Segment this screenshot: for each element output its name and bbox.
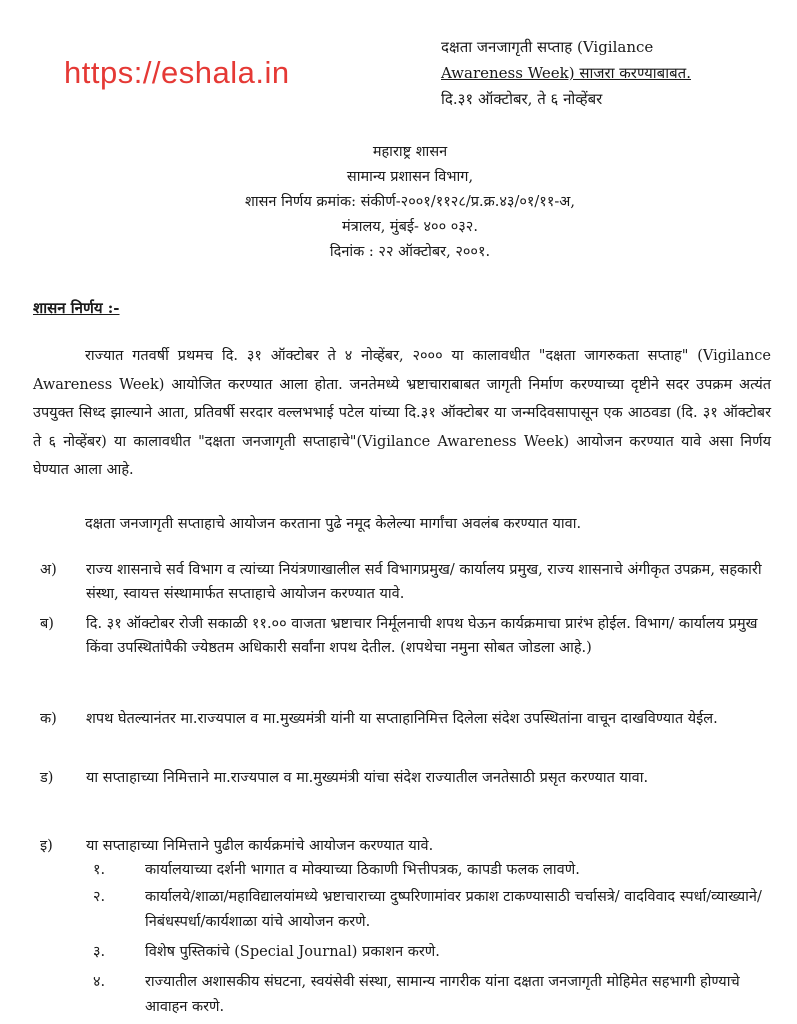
document-header — [150, 140, 670, 265]
sub-list-item — [93, 885, 783, 935]
list-item — [40, 558, 780, 606]
subject-line-2: Awareness Week) साजरा करण्याबाबत. — [441, 64, 691, 82]
office-address: मंत्रालय, मुंबई- ४०० ०३२. — [342, 219, 478, 235]
department-name: सामान्य प्रशासन विभाग, — [346, 169, 474, 185]
watermark-url: https://eshala.in — [64, 55, 290, 90]
sub-list-marker: ३. — [93, 944, 106, 960]
list-item-text: राज्य शासनाचे सर्व विभाग व त्यांच्या नियंत्रणाखालील सर्व विभागप्रमुख/ कार्यालय प्रमुख, राज्य शासनाचे अंगीकृत उपक्रम, सहकारी संस्था, स्वायत्त संस्थामार्फत सप्ताहाचे आयोजन करण्यात यावे. — [86, 562, 762, 602]
list-item — [40, 707, 780, 731]
sub-list-item — [93, 858, 783, 883]
list-marker: इ) — [40, 838, 53, 854]
sub-list-marker: ४. — [93, 974, 106, 990]
list-item — [40, 766, 780, 790]
list-item — [40, 834, 780, 858]
resolution-number: शासन निर्णय क्रमांक: संकीर्ण-२००१/११२८/प्र.क्र.४३/०१/११-अ, — [245, 194, 575, 210]
govt-name: महाराष्ट्र शासन — [372, 144, 448, 160]
sub-list-marker: २. — [93, 889, 106, 905]
sub-list-item-text: विशेष पुस्तिकांचे (Special Journal) प्रकाशन करणे. — [145, 944, 440, 960]
sub-list-item — [93, 940, 783, 965]
subject-block — [441, 34, 781, 112]
list-marker: अ) — [40, 562, 57, 578]
list-item-text: शपथ घेतल्यानंतर मा.राज्यपाल व मा.मुख्यमंत्री यांनी या सप्ताहानिमित्त दिलेला संदेश उपस्थितांना वाचून दाखविण्यात येईल. — [86, 711, 718, 727]
sub-list-item-text: राज्यातील अशासकीय संघटना, स्वयंसेवी संस्था, सामान्य नागरीक यांना दक्षता जनजागृती मोहिमेत सहभागी होण्याचे आवाहन करणे. — [145, 974, 740, 1015]
subject-line-1: दक्षता जनजागृती सप्ताह (Vigilance — [441, 38, 654, 56]
list-marker: क) — [40, 711, 57, 727]
instructions-paragraph: दक्षता जनजागृती सप्ताहाचे आयोजन करताना पुढे नमूद केलेल्या मार्गांचा अवलंब करण्यात यावा. — [85, 516, 582, 532]
intro-paragraph: राज्यात गतवर्षी प्रथमच दि. ३१ ऑक्टोबर ते ४ नोव्हेंबर, २००० या कालावधीत "दक्षता जागरुकता सप्ताह" (Vigilance Awareness Week) आयोजित करण्यात आला होता. जनतेमध्ये भ्रष्टाचाराबाबत जागृती निर्माण करण्याच्या दृष्टीने सदर उपक्रम अत्यंत उपयुक्त सिध्द झाल्याने आता, प्रतिवर्षी सरदार वल्लभभाई पटेल यांच्या दि.३१ ऑक्टोबर या जन्मदिवसापासून एक आठवडा (दि. ३१ ऑक्टोबर ते ६ नोव्हेंबर) या कालावधीत "दक्षता जनजागृती सप्ताहाचे"(Vigilance Awareness Week) आयोजन करण्यात यावे असा निर्णय घेण्यात आला आहे. — [33, 348, 771, 478]
list-item-text: या सप्ताहाच्या निमित्ताने मा.राज्यपाल व मा.मुख्यमंत्री यांचा संदेश राज्यातील जनतेसाठी प्रसृत करण्यात यावा. — [86, 770, 649, 786]
list-item-text: दि. ३१ ऑक्टोबर रोजी सकाळी ११.०० वाजता भ्रष्टाचार निर्मूलनाची शपथ घेऊन कार्यक्रमाचा प्रारंभ होईल. विभाग/ कार्यालय प्रमुख किंवा उपस्थितांपैकी ज्येष्ठतम अधिकारी सर्वांना शपथ देतील. (शपथेचा नमुना सोबत जोडला आहे.) — [86, 616, 758, 656]
subject-line-3: दि.३१ ऑक्टोबर, ते ६ नोव्हेंबर — [441, 90, 603, 108]
sub-list-marker: १. — [93, 862, 106, 878]
sub-list-item-text: कार्यालयाच्या दर्शनी भागात व मोक्याच्या ठिकाणी भित्तीपत्रक, कापडी फलक लावणे. — [145, 862, 580, 878]
list-item-text: या सप्ताहाच्या निमित्ताने पुढील कार्यक्रमांचे आयोजन करण्यात यावे. — [86, 838, 434, 854]
list-marker: ब) — [40, 616, 54, 632]
resolution-date: दिनांक : २२ ऑक्टोबर, २००१. — [329, 244, 491, 260]
list-marker: ड) — [40, 770, 54, 786]
list-item — [40, 612, 780, 660]
section-heading: शासन निर्णय :- — [33, 299, 120, 317]
sub-list-item — [93, 970, 783, 1020]
sub-list-item-text: कार्यालये/शाळा/महाविद्यालयांमध्ये भ्रष्टाचाराच्या दुष्परिणामांवर प्रकाश टाकण्यासाठी चर्चासत्रे/ वादविवाद स्पर्धा/व्याख्याने/निबंधस्पर्धा/कार्यशाळा यांचे आयोजन करणे. — [145, 889, 762, 930]
